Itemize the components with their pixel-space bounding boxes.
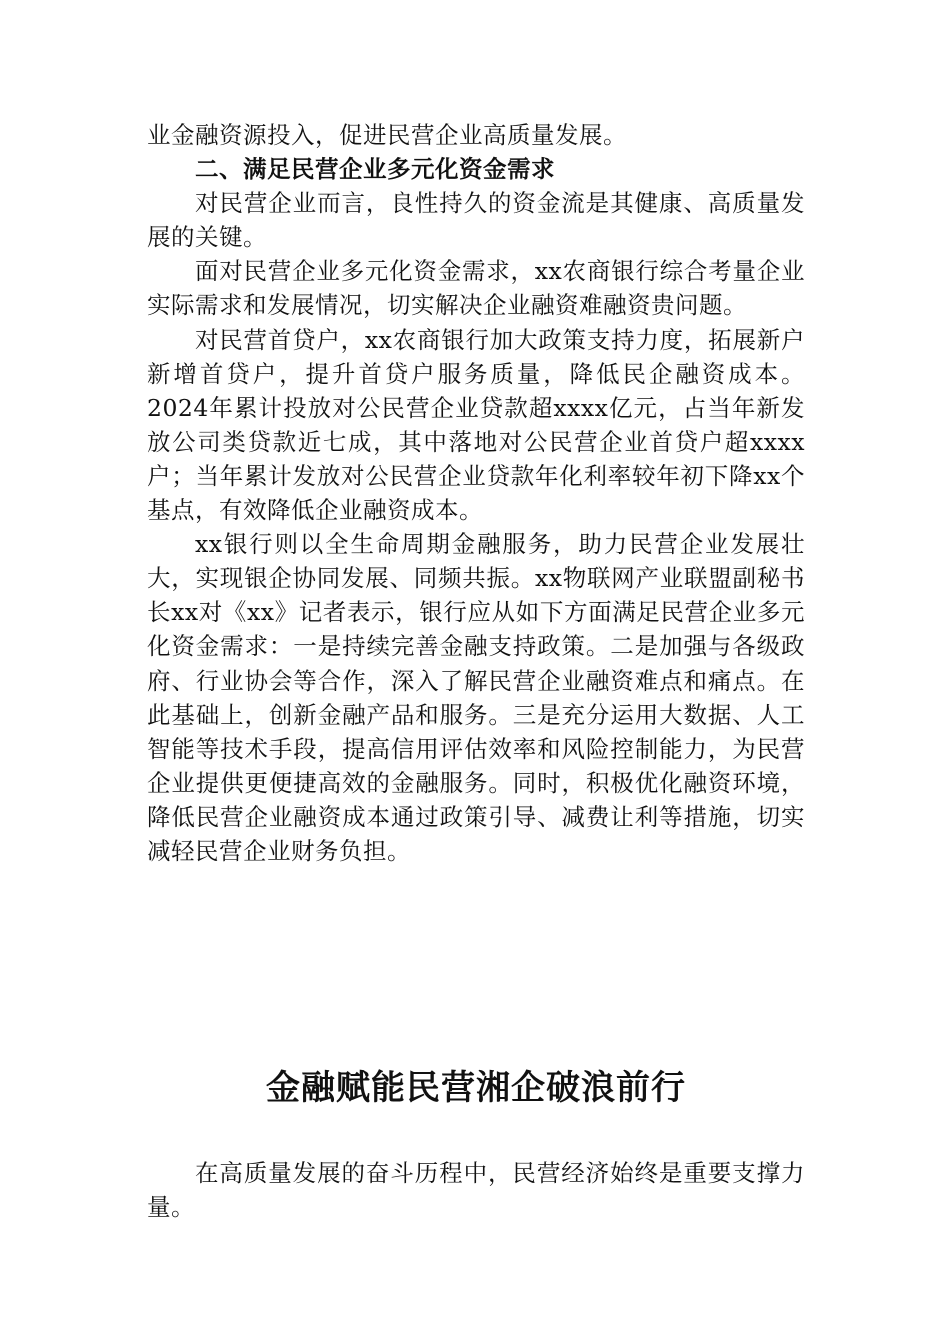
paragraph: 对民营企业而言，良性持久的资金流是其健康、高质量发展的关键。 bbox=[147, 189, 805, 252]
article-title: 金融赋能民营湘企破浪前行 bbox=[266, 1068, 686, 1108]
continuation-line: 业金融资源投入，促进民营企业高质量发展。 bbox=[147, 121, 627, 149]
paragraph: 面对民营企业多元化资金需求，xx农商银行综合考量企业实际需求和发展情况，切实解决企业融资难融资贵问题。 bbox=[147, 257, 805, 320]
paragraph: 在高质量发展的奋斗历程中，民营经济始终是重要支撑力量。 bbox=[147, 1159, 805, 1222]
paragraph: xx银行则以全生命周期金融服务，助力民营企业发展壮大，实现银企协同发展、同频共振。xx物联网产业联盟副秘书长xx对《xx》记者表示，银行应从如下方面满足民营企业多元化资金需求：一是持续完善金融支持政策。二是加强与各级政府、行业协会等合作，深入了解民营企业融资难点和痛点。在此基础上，创新金融产品和服务。三是充分运用大数据、人工智能等技术手段，提高信用评估效率和风险控制能力，为民营企业提供更便捷高效的金融服务。同时，积极优化融资环境，降低民营企业融资成本通过政策引导、减费让利等措施，切实减轻民营企业财务负担。 bbox=[147, 530, 805, 865]
article-body-bottom bbox=[147, 1156, 805, 1224]
section-heading: 二、满足民营企业多元化资金需求 bbox=[195, 155, 555, 184]
paragraph: 对民营首贷户，xx农商银行加大政策支持力度，拓展新户新增首贷户，提升首贷户服务质量，降低民企融资成本。2024年累计投放对公民营企业贷款超xxxx亿元，占当年新发放公司类贷款近七成，其中落地对公民营企业首贷户超xxxx户；当年累计发放对公民营企业贷款年化利率较年初下降xx个基点，有效降低企业融资成本。 bbox=[147, 325, 805, 525]
article-body-top bbox=[147, 118, 805, 868]
